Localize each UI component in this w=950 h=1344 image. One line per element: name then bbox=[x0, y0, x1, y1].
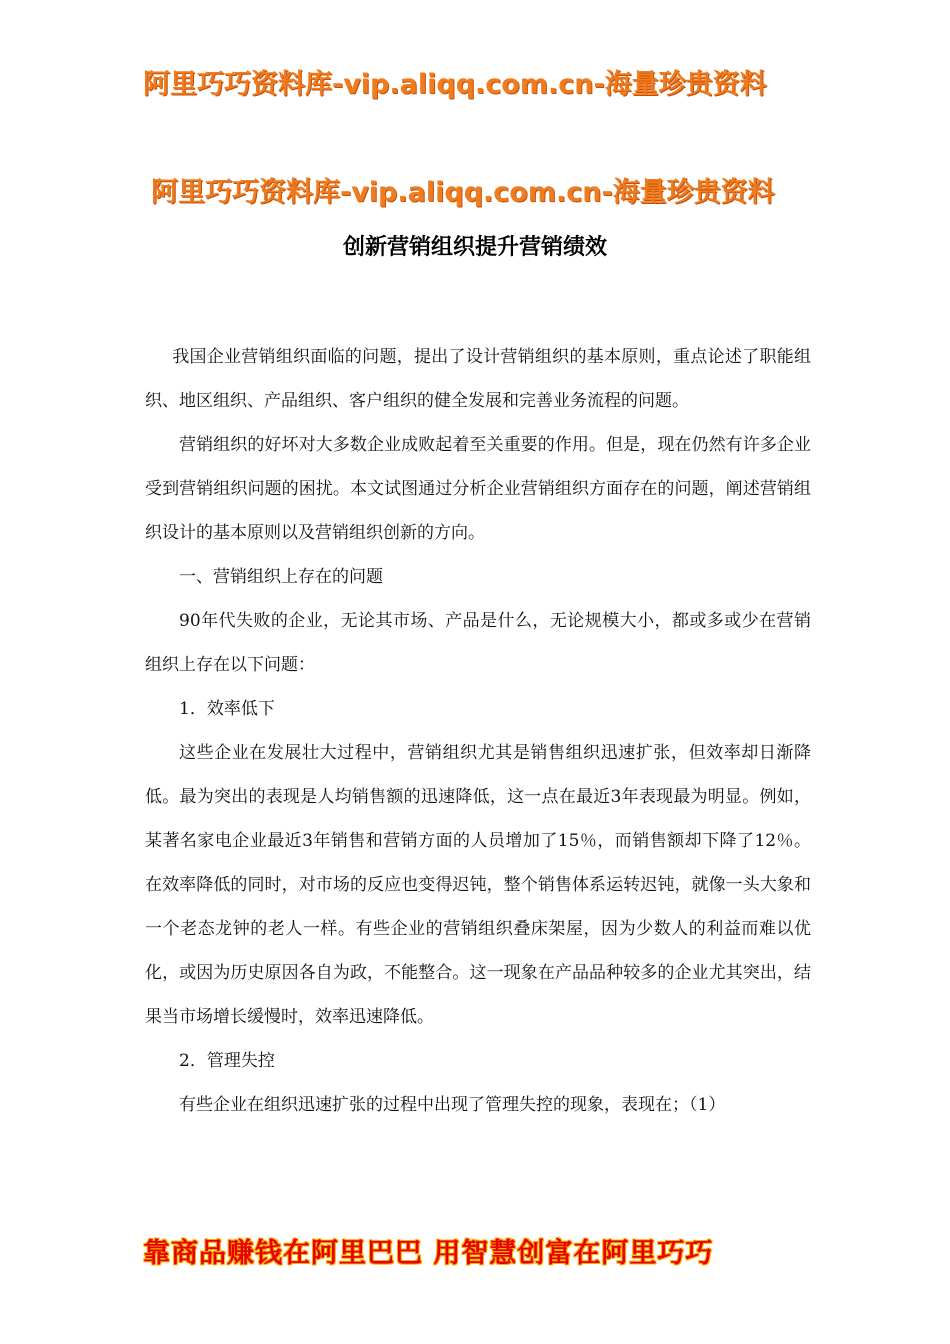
banner-top: 阿里巧巧资料库-vip.aliqq.com.cn-海量珍贵资料 bbox=[143, 69, 767, 100]
paragraph-intro: 营销组织的好坏对大多数企业成败起着至关重要的作用。但是，现在仍然有许多企业受到营销组织问题的困扰。本文试图通过分析企业营销组织方面存在的问题，阐述营销组织设计的基本原则以及营销组织创新的方向。 bbox=[145, 435, 811, 543]
paragraph-abstract: 我国企业营销组织面临的问题，提出了设计营销组织的基本原则，重点论述了职能组织、地区组织、产品组织、客户组织的健全发展和完善业务流程的问题。 bbox=[145, 347, 811, 411]
document-title: 创新营销组织提升营销绩效 bbox=[342, 235, 607, 260]
document-body bbox=[145, 335, 811, 1127]
paragraph-efficiency: 这些企业在发展壮大过程中，营销组织尤其是销售组织迅速扩张，但效率却日渐降低。最为突出的表现是人均销售额的迅速降低，这一点在最近3年表现最为明显。例如，某著名家电企业最近3年销售和营销方面的人员增加了15％，而销售额却下降了12％。在效率降低的同时，对市场的反应也变得迟钝，整个销售体系运转迟钝，就像一头大象和一个老态龙钟的老人一样。有些企业的营销组织叠床架屋，因为少数人的利益而难以优化，或因为历史原因各自为政，不能整合。这一现象在产品品种较多的企业尤其突出，结果当市场增长缓慢时，效率迅速降低。 bbox=[145, 743, 811, 1027]
subheading-management: 2．管理失控 bbox=[179, 1051, 275, 1071]
paragraph-management: 有些企业在组织迅速扩张的过程中出现了管理失控的现象，表现在；（1） bbox=[179, 1095, 726, 1115]
subheading-efficiency: 1．效率低下 bbox=[179, 699, 275, 719]
paragraph-section-1: 90年代失败的企业，无论其市场、产品是什么，无论规模大小，都或多或少在营销组织上存在以下问题： bbox=[145, 611, 811, 675]
section-heading-1: 一、营销组织上存在的问题 bbox=[179, 567, 383, 587]
banner-bottom: 靠商品赚钱在阿里巴巴 用智慧创富在阿里巧巧 bbox=[143, 1238, 714, 1269]
banner-middle: 阿里巧巧资料库-vip.aliqq.com.cn-海量珍贵资料 bbox=[151, 177, 775, 208]
